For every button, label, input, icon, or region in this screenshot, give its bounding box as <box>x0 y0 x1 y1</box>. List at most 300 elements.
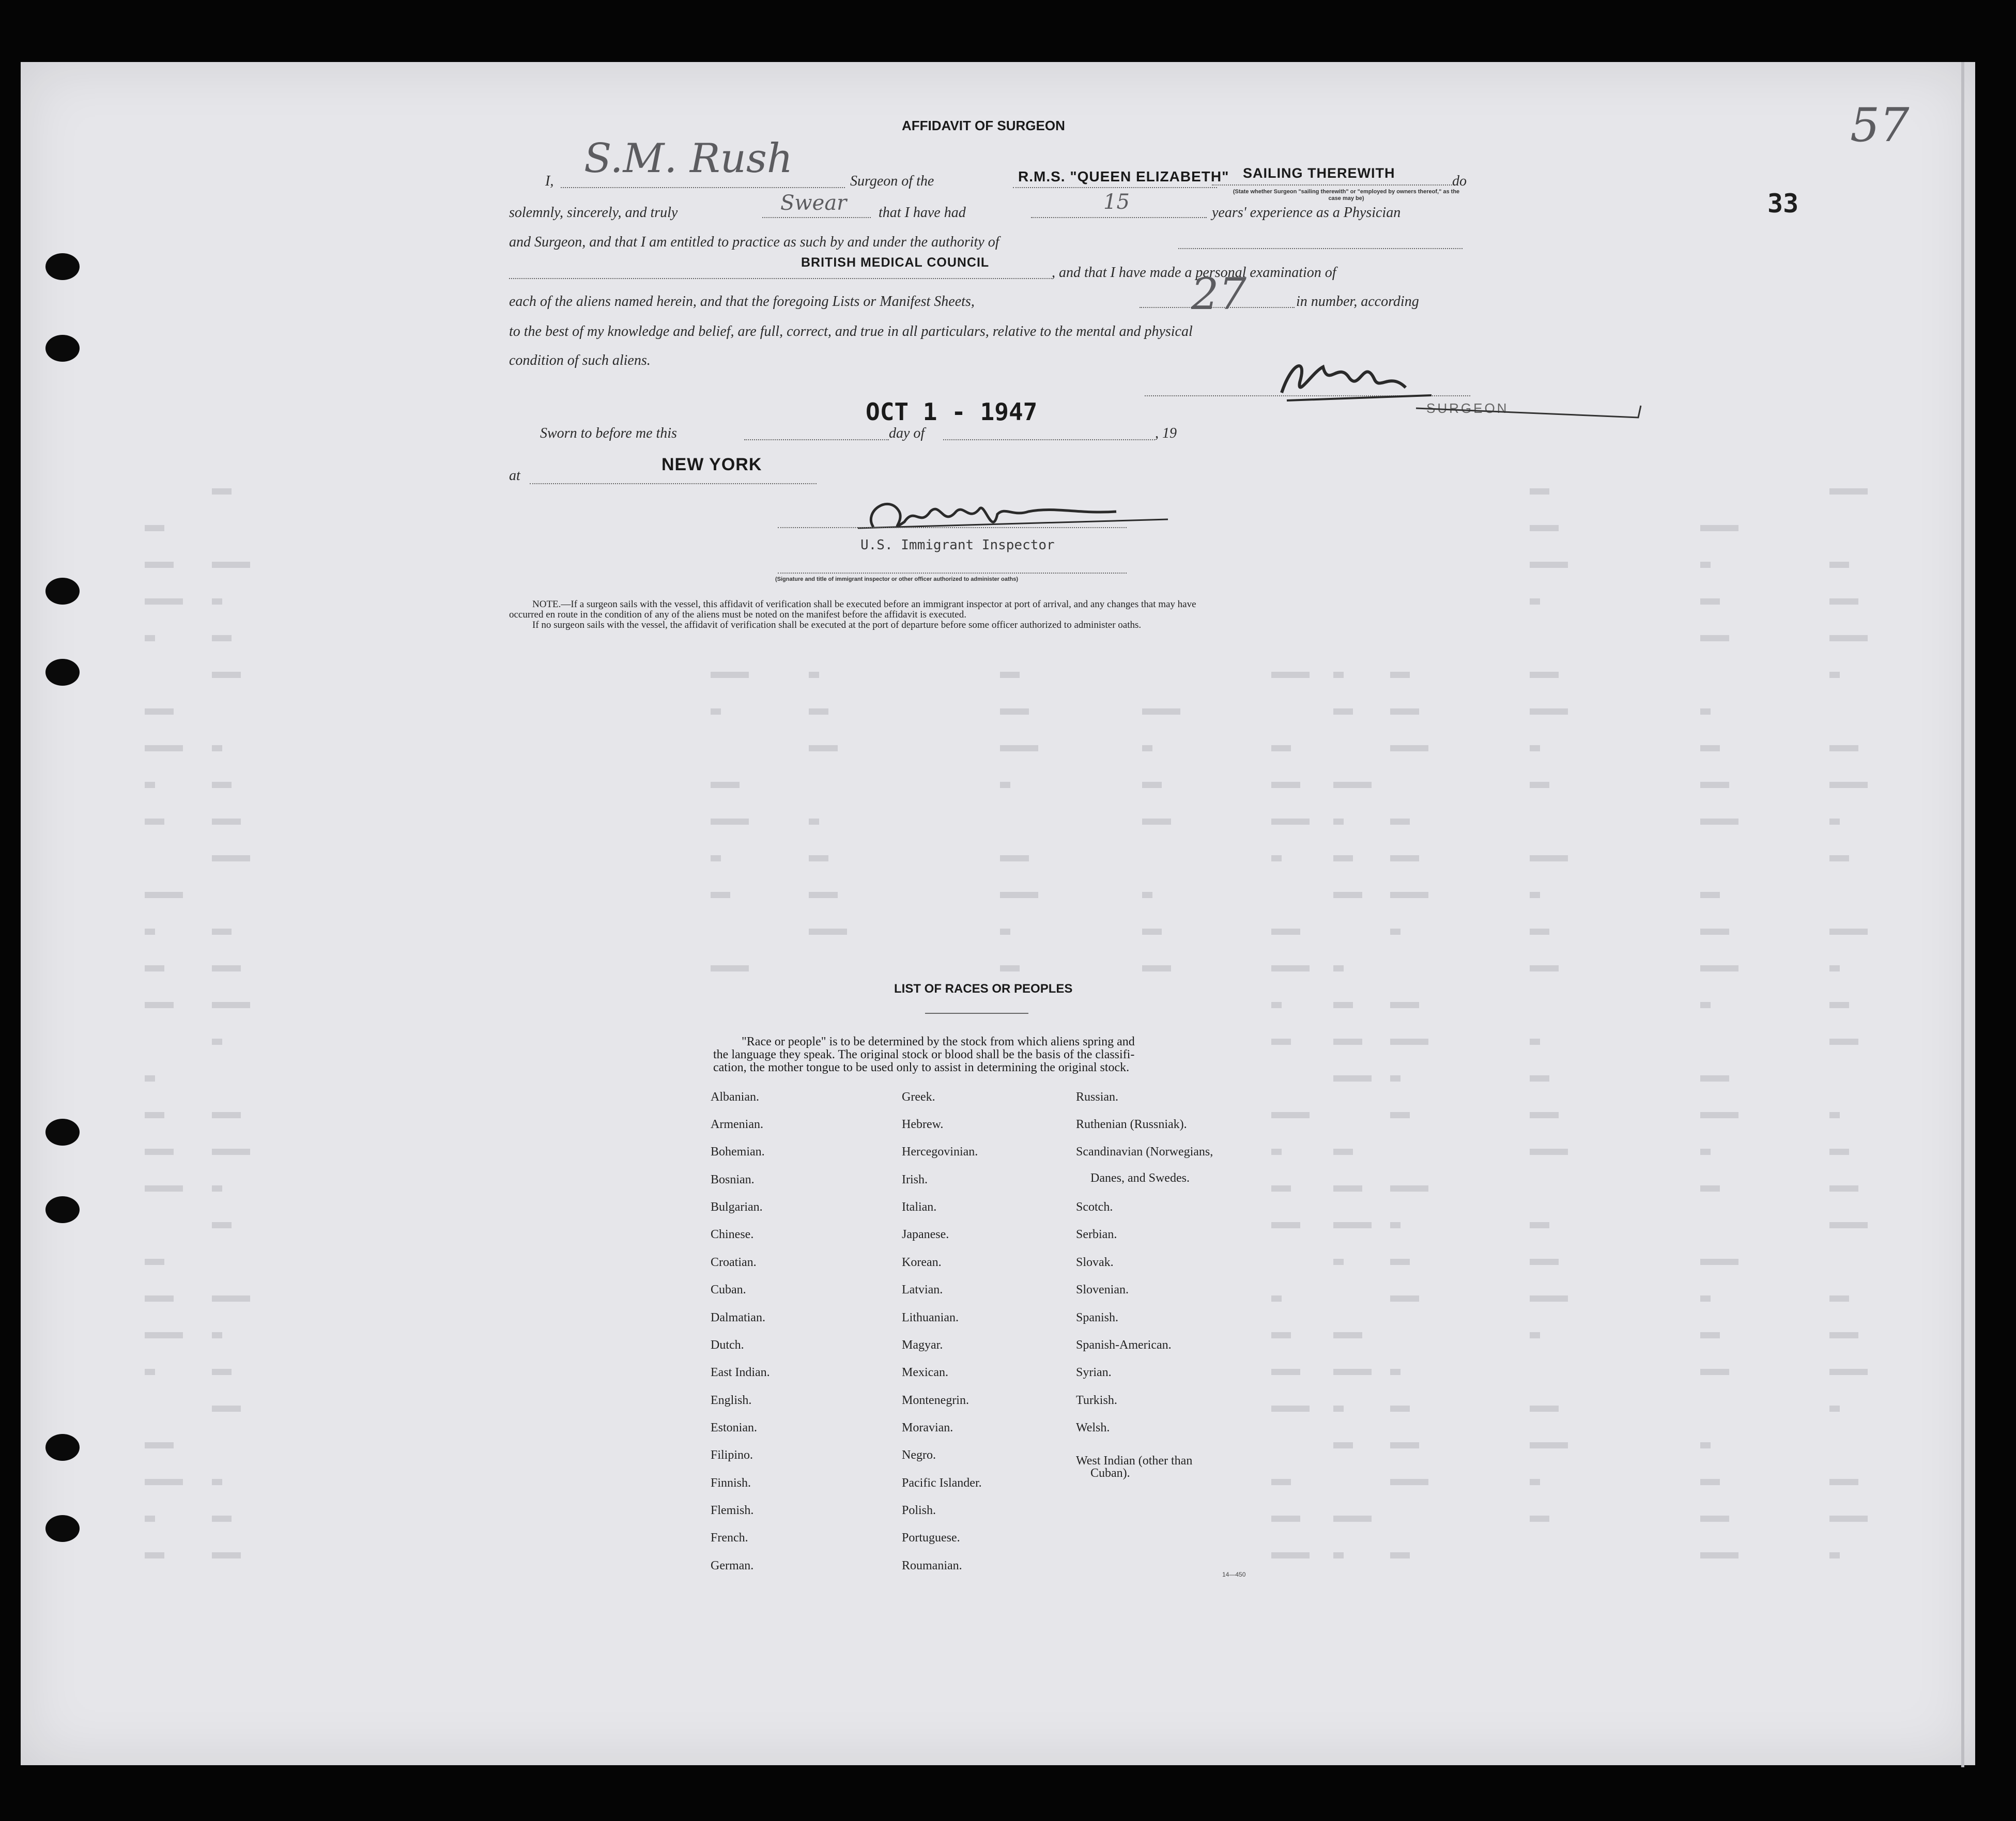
punch-hole <box>45 1196 80 1223</box>
bleed-through-mark <box>1700 892 1720 898</box>
race-item: Finnish. <box>711 1476 751 1490</box>
race-item: Bosnian. <box>711 1173 755 1186</box>
bleed-through-mark <box>145 562 174 568</box>
bleed-through-mark <box>1530 672 1559 678</box>
sailing-note: (State whether Surgeon "sailing therewith" or "employed by owners thereof," as the case may be) <box>1233 189 1460 202</box>
race-scandinavian-cont: Danes, and Swedes. <box>1090 1171 1190 1185</box>
bleed-through-mark <box>145 819 164 825</box>
race-item: Russian. <box>1076 1090 1119 1104</box>
bleed-through-mark <box>1700 635 1729 641</box>
race-item: Estonian. <box>711 1421 757 1434</box>
swear-handwriting: Swear <box>780 191 847 215</box>
bleed-through-mark <box>711 819 749 825</box>
surgeon-name-handwriting: S.M. Rush <box>584 135 793 182</box>
bleed-through-mark <box>1271 1406 1310 1412</box>
bleed-through-mark <box>1000 708 1029 715</box>
bleed-through-mark <box>1333 672 1344 678</box>
bleed-through-mark <box>1530 488 1549 495</box>
bleed-through-mark <box>212 1185 222 1192</box>
right-page-edge <box>1961 62 1964 1767</box>
bleed-through-mark <box>1530 965 1559 971</box>
years-handwriting: 15 <box>1103 190 1130 214</box>
bleed-through-mark <box>1271 1552 1310 1558</box>
bleed-through-mark <box>212 635 232 641</box>
bleed-through-mark <box>1390 672 1410 678</box>
bleed-through-mark <box>1829 598 1858 605</box>
race-item: Japanese. <box>902 1228 949 1241</box>
bleed-through-mark <box>809 819 819 825</box>
race-item: Dutch. <box>711 1338 744 1352</box>
bleed-through-mark <box>711 965 749 971</box>
bleed-through-mark <box>1700 598 1720 605</box>
bleed-through-mark <box>1829 562 1849 568</box>
race-item: Ruthenian (Russniak). <box>1076 1118 1187 1131</box>
bleed-through-mark <box>1271 782 1300 788</box>
bleed-through-mark <box>1700 745 1720 751</box>
race-item: Portuguese. <box>902 1531 960 1545</box>
bleed-through-mark <box>1530 782 1549 788</box>
bleed-through-mark <box>1333 1185 1362 1192</box>
bleed-through-mark <box>1530 1406 1559 1412</box>
sworn-date-stamp: OCT 1 - 1947 <box>866 398 1038 426</box>
sailing-status: SAILING THEREWITH <box>1243 165 1395 181</box>
sailing-field <box>1212 184 1452 186</box>
punch-hole <box>45 253 80 280</box>
bleed-through-mark <box>1271 1039 1291 1045</box>
race-item: Negro. <box>902 1448 936 1462</box>
bleed-through-mark <box>1700 1112 1738 1118</box>
bleed-through-mark <box>1829 1406 1840 1412</box>
race-item: Welsh. <box>1076 1421 1110 1434</box>
document-page <box>21 62 1975 1765</box>
race-item: Bulgarian. <box>711 1200 763 1214</box>
punch-hole <box>45 578 80 605</box>
bleed-through-mark <box>145 1442 174 1448</box>
bleed-through-mark <box>1333 855 1353 861</box>
bleed-through-mark <box>809 708 828 715</box>
bleed-through-mark <box>1271 1002 1282 1008</box>
bleed-through-mark <box>1390 1002 1419 1008</box>
bleed-through-mark <box>1000 782 1010 788</box>
bleed-through-mark <box>1333 1259 1344 1265</box>
race-item: Lithuanian. <box>902 1311 959 1324</box>
note-line-3: If no surgeon sails with the vessel, the affidavit of verification shall be executed at the port of departure before some officer authorized to administer oaths. <box>532 620 1142 630</box>
bleed-through-mark <box>1530 745 1540 751</box>
race-item: Slovak. <box>1076 1256 1114 1269</box>
race-item: French. <box>711 1531 748 1545</box>
bleed-through-mark <box>212 855 250 861</box>
bleed-through-mark <box>212 1039 222 1045</box>
note-line-2: occurred en route in the condition of any of the aliens must be noted on the manifest before the affidavit is executed. <box>509 609 966 620</box>
bleed-through-mark <box>1333 965 1344 971</box>
line7: condition of such aliens. <box>509 352 651 368</box>
race-item: German. <box>711 1559 754 1572</box>
bleed-through-mark <box>212 1406 241 1412</box>
bleed-through-mark <box>1530 855 1568 861</box>
race-item: Spanish-American. <box>1076 1338 1172 1352</box>
vessel-field <box>1013 187 1217 188</box>
bleed-through-mark <box>212 562 250 568</box>
bleed-through-mark <box>1142 819 1171 825</box>
bleed-through-mark <box>212 929 232 935</box>
race-item: Hercegovinian. <box>902 1145 978 1159</box>
race-item: Irish. <box>902 1173 928 1186</box>
race-item: Magyar. <box>902 1338 943 1352</box>
bleed-through-mark <box>1390 1039 1428 1045</box>
bleed-through-mark <box>1390 1406 1410 1412</box>
bleed-through-mark <box>1530 1149 1568 1155</box>
bleed-through-mark <box>1333 1406 1344 1412</box>
bleed-through-mark <box>1829 1149 1849 1155</box>
bleed-through-mark <box>1700 1332 1720 1338</box>
bleed-through-mark <box>145 635 155 641</box>
line6: to the best of my knowledge and belief, are full, correct, and true in all particulars, relative to the mental and physical <box>509 323 1193 339</box>
page-number: 33 <box>1767 189 1799 219</box>
bleed-through-mark <box>212 1002 250 1008</box>
bleed-through-mark <box>1829 1039 1858 1045</box>
bleed-through-mark <box>1829 1552 1840 1558</box>
bleed-through-mark <box>1333 1002 1353 1008</box>
bleed-through-mark <box>1271 819 1310 825</box>
bleed-through-mark <box>1000 965 1020 971</box>
bleed-through-mark <box>1390 1185 1428 1192</box>
bleed-through-mark <box>1271 1222 1300 1228</box>
race-item: Croatian. <box>711 1256 757 1269</box>
bleed-through-mark <box>212 819 241 825</box>
bleed-through-mark <box>1142 929 1162 935</box>
races-title: LIST OF RACES OR PEOPLES <box>894 982 1073 996</box>
bleed-through-mark <box>145 892 183 898</box>
bleed-through-mark <box>1700 1295 1711 1302</box>
race-item: East Indian. <box>711 1366 770 1379</box>
bleed-through-mark <box>1829 635 1868 641</box>
line3-a: and Surgeon, and that I am entitled to practice as such by and under the authority of <box>509 234 999 250</box>
bleed-through-mark <box>1333 1149 1353 1155</box>
race-item: Filipino. <box>711 1448 753 1462</box>
vessel-name: R.M.S. "QUEEN ELIZABETH" <box>1018 168 1229 184</box>
bleed-through-mark <box>1000 929 1010 935</box>
bleed-through-mark <box>145 929 155 935</box>
bleed-through-mark <box>711 782 740 788</box>
line2-a: solemnly, sincerely, and truly <box>509 205 678 221</box>
sworn-month-field <box>943 439 1155 440</box>
race-item: Scotch. <box>1076 1200 1113 1214</box>
bleed-through-mark <box>1271 745 1291 751</box>
authority-field-2 <box>509 278 1052 279</box>
race-item: English. <box>711 1394 752 1407</box>
bleed-through-mark <box>1829 1002 1849 1008</box>
bleed-through-mark <box>1700 1002 1711 1008</box>
bleed-through-mark <box>212 1552 241 1558</box>
bleed-through-mark <box>1700 525 1738 531</box>
bleed-through-mark <box>145 1075 155 1082</box>
bleed-through-mark <box>809 929 847 935</box>
bleed-through-mark <box>1530 1039 1540 1045</box>
bleed-through-mark <box>1333 1039 1362 1045</box>
bleed-through-mark <box>1530 1075 1549 1082</box>
bleed-through-mark <box>1333 708 1353 715</box>
place-field <box>530 483 817 484</box>
bleed-through-mark <box>711 855 721 861</box>
bleed-through-mark <box>1700 1185 1720 1192</box>
bleed-through-mark <box>1700 1149 1711 1155</box>
surgeon-name-field <box>561 187 845 188</box>
race-item: Bohemian. <box>711 1145 765 1159</box>
signature-caption: (Signature and title of immigrant inspector or other officer authorized to administer oaths) <box>775 576 1018 582</box>
bleed-through-mark <box>1530 598 1540 605</box>
bleed-through-mark <box>1333 819 1344 825</box>
races-title-rule <box>925 1013 1028 1014</box>
bleed-through-mark <box>1000 892 1038 898</box>
bleed-through-mark <box>1142 782 1162 788</box>
at-label: at <box>509 468 520 484</box>
line4-b: , and that I have made a personal examination of <box>1052 265 1336 281</box>
years-field <box>1031 217 1207 218</box>
bleed-through-mark <box>1829 782 1868 788</box>
bleed-through-mark <box>1700 1516 1729 1522</box>
bleed-through-mark <box>1271 1149 1282 1155</box>
bleed-through-mark <box>1390 929 1401 935</box>
bleed-through-mark <box>212 745 222 751</box>
bleed-through-mark <box>1000 672 1020 678</box>
bleed-through-mark <box>711 672 749 678</box>
sworn-a: Sworn to before me this <box>540 425 677 441</box>
bleed-through-mark <box>1390 1222 1401 1228</box>
bleed-through-mark <box>1390 1442 1419 1448</box>
bleed-through-mark <box>1700 929 1729 935</box>
bleed-through-mark <box>1271 1185 1291 1192</box>
bleed-through-mark <box>1829 488 1868 495</box>
bleed-through-mark <box>145 1332 183 1338</box>
punch-hole <box>45 335 80 362</box>
bleed-through-mark <box>1390 1259 1410 1265</box>
bleed-through-mark <box>1700 1442 1711 1448</box>
bleed-through-mark <box>1271 1369 1300 1375</box>
bleed-through-mark <box>809 745 838 751</box>
bleed-through-mark <box>1530 1295 1568 1302</box>
bleed-through-mark <box>1390 708 1419 715</box>
bleed-through-mark <box>1333 1222 1372 1228</box>
bleed-through-mark <box>1271 1332 1291 1338</box>
race-item: Hebrew. <box>902 1118 944 1131</box>
bleed-through-mark <box>1390 1479 1428 1485</box>
sworn-b: day of <box>889 425 925 441</box>
races-intro-1: "Race or people" is to be determined by the stock from which aliens spring and <box>742 1035 1135 1048</box>
race-item: Mexican. <box>902 1366 948 1379</box>
line1-i: I, <box>545 173 554 189</box>
bleed-through-mark <box>1829 1516 1868 1522</box>
bleed-through-mark <box>145 1002 174 1008</box>
bleed-through-mark <box>1390 1552 1410 1558</box>
bleed-through-mark <box>1700 708 1711 715</box>
bleed-through-mark <box>1142 892 1152 898</box>
bleed-through-mark <box>1333 892 1362 898</box>
bleed-through-mark <box>1530 1332 1540 1338</box>
race-item: Turkish. <box>1076 1394 1117 1407</box>
bleed-through-mark <box>145 1479 183 1485</box>
bleed-through-mark <box>1271 1479 1291 1485</box>
inspector-signature-line-2 <box>778 573 1127 574</box>
bleed-through-mark <box>145 1185 183 1192</box>
bleed-through-mark <box>809 855 828 861</box>
bleed-through-mark <box>145 1259 164 1265</box>
race-item: Cuban. <box>711 1283 746 1297</box>
line2-b: that I have had <box>879 205 966 221</box>
bleed-through-mark <box>1700 1369 1729 1375</box>
bleed-through-mark <box>1829 745 1858 751</box>
surgeon-label: SURGEON <box>1426 400 1509 416</box>
race-item: Moravian. <box>902 1421 953 1434</box>
bleed-through-mark <box>711 708 721 715</box>
race-item: Roumanian. <box>902 1559 962 1572</box>
bleed-through-mark <box>1829 1295 1849 1302</box>
bleed-through-mark <box>1829 1112 1840 1118</box>
race-item: Armenian. <box>711 1118 763 1131</box>
bleed-through-mark <box>1530 708 1568 715</box>
race-item: Scandinavian (Norwegians, <box>1076 1145 1213 1159</box>
note-line-1: NOTE.—If a surgeon sails with the vessel, this affidavit of verification shall be executed before an immigrant inspector at port of arrival, and any changes that may have <box>532 599 1196 610</box>
bleed-through-mark <box>1271 1112 1310 1118</box>
bleed-through-mark <box>1142 745 1152 751</box>
race-item: Pacific Islander. <box>902 1476 982 1490</box>
punch-hole <box>45 1515 80 1542</box>
inspector-title: U.S. Immigrant Inspector <box>860 537 1055 553</box>
bleed-through-mark <box>1390 819 1410 825</box>
punch-hole <box>45 659 80 686</box>
race-item: Chinese. <box>711 1228 754 1241</box>
bleed-through-mark <box>1390 745 1428 751</box>
bleed-through-mark <box>1829 672 1840 678</box>
place: NEW YORK <box>661 455 762 474</box>
bleed-through-mark <box>1700 1075 1729 1082</box>
race-item: Polish. <box>902 1504 936 1517</box>
bleed-through-mark <box>212 488 232 495</box>
bleed-through-mark <box>1530 562 1568 568</box>
bleed-through-mark <box>1271 1295 1282 1302</box>
line1-do: do <box>1452 173 1467 189</box>
sworn-c: , 19 <box>1155 425 1177 441</box>
bleed-through-mark <box>1390 855 1419 861</box>
bleed-through-mark <box>1700 1552 1738 1558</box>
race-item: Italian. <box>902 1200 937 1214</box>
bleed-through-mark <box>212 1516 232 1522</box>
line5-a: each of the aliens named herein, and that the foregoing Lists or Manifest Sheets, <box>509 294 975 310</box>
race-item: Flemish. <box>711 1504 754 1517</box>
bleed-through-mark <box>212 1222 232 1228</box>
bleed-through-mark <box>1530 1442 1568 1448</box>
sworn-date-field <box>744 439 889 440</box>
bleed-through-mark <box>1700 782 1729 788</box>
bleed-through-mark <box>145 1369 155 1375</box>
bleed-through-mark <box>1829 929 1868 935</box>
race-item: Dalmatian. <box>711 1311 765 1324</box>
bleed-through-mark <box>145 745 183 751</box>
bleed-through-mark <box>1333 782 1372 788</box>
bleed-through-mark <box>1829 1222 1868 1228</box>
bleed-through-mark <box>1333 1332 1362 1338</box>
bleed-through-mark <box>1390 1075 1401 1082</box>
bleed-through-mark <box>1700 562 1711 568</box>
bleed-through-mark <box>711 892 730 898</box>
line1-surgeon-of: Surgeon of the <box>850 173 934 189</box>
bleed-through-mark <box>212 782 232 788</box>
bleed-through-mark <box>1390 1295 1419 1302</box>
bleed-through-mark <box>809 672 819 678</box>
bleed-through-mark <box>145 708 174 715</box>
race-item: Syrian. <box>1076 1366 1112 1379</box>
line2-c: years' experience as a Physician <box>1212 205 1401 221</box>
bleed-through-mark <box>1530 1479 1540 1485</box>
race-item: Albanian. <box>711 1090 759 1104</box>
race-item: Greek. <box>902 1090 935 1104</box>
bleed-through-mark <box>1390 1369 1401 1375</box>
bleed-through-mark <box>1271 1516 1300 1522</box>
authority-field-1 <box>1178 248 1463 249</box>
bleed-through-mark <box>212 965 241 971</box>
bleed-through-mark <box>212 1369 232 1375</box>
line5-b: in number, according <box>1296 294 1419 310</box>
bleed-through-mark <box>1700 1259 1738 1265</box>
bleed-through-mark <box>1700 965 1738 971</box>
bleed-through-mark <box>1271 965 1310 971</box>
bleed-through-mark <box>212 1479 222 1485</box>
swear-field <box>762 217 871 218</box>
bleed-through-mark <box>145 598 183 605</box>
bleed-through-mark <box>1530 1112 1559 1118</box>
race-item: Korean. <box>902 1256 942 1269</box>
bleed-through-mark <box>1829 855 1849 861</box>
bleed-through-mark <box>1829 965 1840 971</box>
bleed-through-mark <box>1530 1516 1549 1522</box>
bleed-through-mark <box>809 892 838 898</box>
race-item: Latvian. <box>902 1283 943 1297</box>
race-item: Slovenian. <box>1076 1283 1129 1297</box>
bleed-through-mark <box>212 1112 241 1118</box>
bleed-through-mark <box>145 782 155 788</box>
race-item: West Indian (other than <box>1076 1454 1193 1468</box>
inspector-signature-line-1 <box>778 527 1127 528</box>
bleed-through-mark <box>212 598 222 605</box>
bleed-through-mark <box>212 1149 250 1155</box>
race-item: Spanish. <box>1076 1311 1119 1324</box>
bleed-through-mark <box>1700 819 1738 825</box>
bleed-through-mark <box>1333 1442 1353 1448</box>
bleed-through-mark <box>212 1332 222 1338</box>
bleed-through-mark <box>145 525 164 531</box>
race-item: Montenegrin. <box>902 1394 969 1407</box>
sheets-handwriting: 27 <box>1191 269 1246 319</box>
bleed-through-mark <box>1390 1112 1410 1118</box>
bleed-through-mark <box>1271 929 1300 935</box>
bleed-through-mark <box>1700 1479 1720 1485</box>
bleed-through-mark <box>1530 1222 1549 1228</box>
punch-hole <box>45 1119 80 1146</box>
race-item: Serbian. <box>1076 1228 1117 1241</box>
bleed-through-mark <box>212 672 241 678</box>
bleed-through-mark <box>212 1295 250 1302</box>
bleed-through-mark <box>1829 1369 1868 1375</box>
bleed-through-mark <box>1829 1185 1858 1192</box>
bleed-through-mark <box>1530 1259 1559 1265</box>
bleed-through-mark <box>145 1112 164 1118</box>
bleed-through-mark <box>145 1149 174 1155</box>
bleed-through-mark <box>1142 708 1180 715</box>
races-intro-2: the language they speak. The original stock or blood shall be the basis of the classifi- <box>713 1048 1135 1061</box>
bleed-through-mark <box>145 965 164 971</box>
bleed-through-mark <box>1271 855 1282 861</box>
bleed-through-mark <box>1000 855 1029 861</box>
corner-handwritten-number: 57 <box>1850 98 1910 152</box>
